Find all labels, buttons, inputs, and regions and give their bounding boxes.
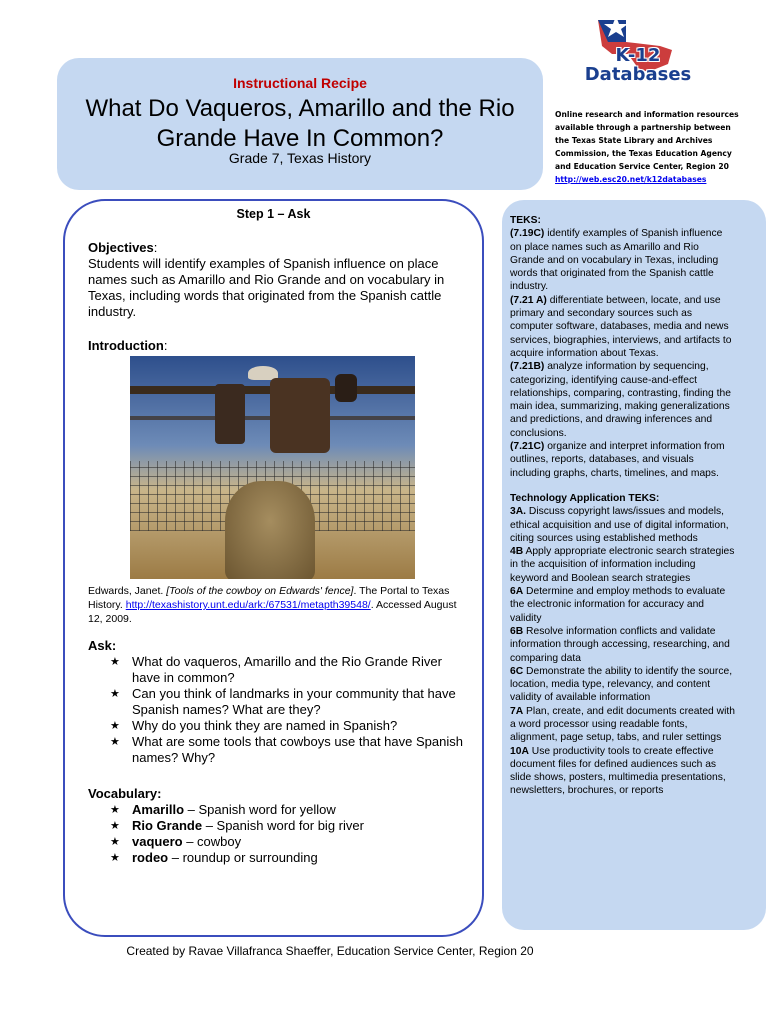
citation-accessed: . Accessed August 12, 2009. bbox=[88, 599, 457, 625]
ask-question: Why do you think they are named in Spanish? bbox=[132, 718, 398, 733]
vocab-term: vaquero bbox=[132, 834, 183, 849]
citation-author: Edwards, Janet. bbox=[88, 585, 167, 597]
teks-code: (7.21C) bbox=[510, 441, 545, 453]
star-bullet-icon: ★ bbox=[110, 656, 120, 668]
footer-credit: Created by Ravae Villafranca Shaeffer, Education Service Center, Region 20 bbox=[126, 944, 534, 958]
info-line: Commission, the Texas Education Agency bbox=[555, 149, 732, 158]
vocab-definition: – Spanish word for yellow bbox=[184, 802, 336, 817]
star-bullet-icon: ★ bbox=[110, 736, 120, 748]
teks-description: differentiate between, locate, and use primary and secondary sources such as computer software, databases, media and news services, biographies, interviews, and artifacts to acquire information about Texas. bbox=[510, 294, 732, 359]
list-item bbox=[110, 802, 468, 818]
teks-item bbox=[510, 360, 736, 440]
hanging-saddlebag bbox=[270, 378, 330, 453]
teks-code: 4B bbox=[510, 546, 524, 558]
objectives-text: Students will identify examples of Spanish influence on place names such as Amarillo and Rio Grande and on vocabulary in Texas, including words that originated from the Spanish cattle industry. bbox=[88, 256, 445, 319]
teks-item bbox=[510, 294, 736, 360]
teks-description: Demonstrate the ability to identify the source, location, media type, relevancy, and content validity of available information bbox=[510, 665, 733, 704]
recipe-label: Instructional Recipe bbox=[233, 75, 367, 91]
objectives-section bbox=[88, 240, 468, 320]
introduction-section bbox=[88, 338, 468, 354]
ask-list bbox=[110, 654, 468, 766]
tech-teks-item bbox=[510, 585, 736, 625]
teks-heading: TEKS: bbox=[510, 215, 541, 226]
list-item bbox=[110, 654, 468, 686]
page-title: What Do Vaqueros, Amarillo and the Rio Grande Have In Common? bbox=[85, 95, 515, 152]
star-bullet-icon: ★ bbox=[110, 804, 120, 816]
teks-code: (7.21 A) bbox=[510, 294, 547, 306]
partnership-info bbox=[555, 108, 765, 186]
citation-source: . The Portal to Texas History. bbox=[88, 585, 450, 611]
star-bullet-icon: ★ bbox=[110, 852, 120, 864]
hanging-chaps bbox=[215, 384, 245, 444]
teks-description: organize and interpret information from outlines, reports, databases, and visuals including graphs, charts, timelines, and maps. bbox=[510, 441, 725, 479]
citation-link[interactable]: http://texashistory.unt.edu/ark:/67531/metapth39548/ bbox=[125, 599, 371, 611]
tech-teks-item bbox=[510, 625, 736, 665]
k12-databases-logo bbox=[568, 6, 708, 106]
teks-code: 10A bbox=[510, 745, 529, 757]
teks-code: 3A. bbox=[510, 506, 527, 518]
tech-teks-item bbox=[510, 505, 736, 545]
teks-item bbox=[510, 440, 736, 480]
star-bullet-icon: ★ bbox=[110, 720, 120, 732]
teks-description: Use productivity tools to create effective document files for defined audiences such as slide shows, posters, multimedia presentations, newsletters, brochures, or reports bbox=[510, 745, 726, 797]
objectives-heading: Objectives bbox=[88, 240, 154, 255]
vocab-list bbox=[110, 802, 468, 866]
step-title: Step 1 – Ask bbox=[236, 207, 311, 221]
star-bullet-icon: ★ bbox=[110, 820, 120, 832]
teks-code: 6C bbox=[510, 665, 524, 677]
tech-teks-heading: Technology Application TEKS: bbox=[510, 492, 660, 504]
teks-code: (7.19C) bbox=[510, 228, 545, 240]
teks-description: identify examples of Spanish influence on place names such as Amarillo and Rio Grande and on vocabulary in Texas, including words that originated from the Spanish cattle industry. bbox=[510, 228, 723, 293]
list-item bbox=[110, 850, 468, 866]
info-line: and Education Service Center, Region 20 bbox=[555, 162, 729, 171]
teks-description: analyze information by sequencing, categorizing, identifying cause-and-effect relationships, comparing, contrasting, finding the main idea, summarizing, making generalizations and predictions, and drawing inferences and conclusions. bbox=[510, 361, 731, 439]
vocab-term: Amarillo bbox=[132, 802, 185, 817]
cowboy-tools-fence-photo bbox=[130, 356, 415, 579]
ask-section bbox=[88, 638, 468, 766]
grade-subtitle: Grade 7, Texas History bbox=[228, 150, 372, 166]
teks-description: Plan, create, and edit documents created with a word processor using readable fonts, alignment, page setup, tabs, and ruler settings bbox=[510, 705, 735, 744]
vocab-definition: – Spanish word for big river bbox=[202, 818, 364, 833]
list-item bbox=[110, 718, 468, 734]
vocab-term: Rio Grande bbox=[132, 818, 203, 833]
tech-teks-item bbox=[510, 665, 736, 705]
colon: : bbox=[163, 338, 168, 353]
introduction-heading: Introduction bbox=[88, 338, 164, 353]
colon: : bbox=[153, 240, 158, 255]
list-item bbox=[110, 734, 468, 766]
info-line: available through a partnership between bbox=[555, 123, 731, 132]
vocabulary-heading: Vocabulary bbox=[88, 786, 158, 801]
star-bullet-icon: ★ bbox=[110, 836, 120, 848]
teks-content bbox=[510, 214, 736, 798]
tech-teks-item bbox=[510, 705, 736, 745]
vocab-definition: – roundup or surrounding bbox=[168, 850, 318, 865]
info-line: Online research and information resources bbox=[555, 110, 739, 119]
teks-description: Resolve information conflicts and validate information through accessing, researching, and comparing data bbox=[510, 625, 730, 664]
tech-teks-item bbox=[510, 545, 736, 585]
teks-code: (7.21B) bbox=[510, 361, 545, 373]
vocab-definition: – cowboy bbox=[182, 834, 242, 849]
tech-teks-item bbox=[510, 745, 736, 798]
ask-question: What are some tools that cowboys use that have Spanish names? Why? bbox=[132, 734, 463, 765]
teks-item bbox=[510, 227, 736, 293]
ask-question: What do vaqueros, Amarillo and the Rio Grande River have in common? bbox=[132, 654, 442, 685]
citation-title: [Tools of the cowboy on Edwards' fence] bbox=[166, 585, 354, 597]
vocabulary-section bbox=[88, 786, 468, 866]
photo-citation bbox=[88, 584, 468, 626]
teks-code: 6A bbox=[510, 586, 524, 598]
vocab-term: rodeo bbox=[132, 850, 169, 865]
logo-text: K-12 Databases bbox=[584, 45, 692, 85]
list-item bbox=[110, 686, 468, 718]
teks-description: Determine and employ methods to evaluate the electronic information for accuracy and validity bbox=[510, 586, 726, 624]
colon: : bbox=[157, 786, 162, 801]
teks-code: 6B bbox=[510, 625, 524, 637]
ask-heading: Ask: bbox=[88, 638, 117, 653]
info-line: the Texas State Library and Archives bbox=[555, 136, 713, 145]
hanging-boot bbox=[335, 374, 357, 402]
list-item bbox=[110, 834, 468, 850]
teks-description: Apply appropriate electronic search strategies in the acquisition of information including keyword and Boolean search strategies bbox=[510, 546, 735, 584]
ask-question: Can you think of landmarks in your community that have Spanish names? What are they? bbox=[132, 686, 456, 717]
hay-bale bbox=[225, 481, 315, 579]
k12-databases-link[interactable]: http://web.esc20.net/k12databases bbox=[555, 175, 707, 184]
list-item bbox=[110, 818, 468, 834]
teks-code: 7A bbox=[510, 705, 524, 717]
teks-description: Discuss copyright laws/issues and models, ethical acquisition and use of digital information, citing sources using established methods bbox=[510, 506, 729, 544]
star-bullet-icon: ★ bbox=[110, 688, 120, 700]
